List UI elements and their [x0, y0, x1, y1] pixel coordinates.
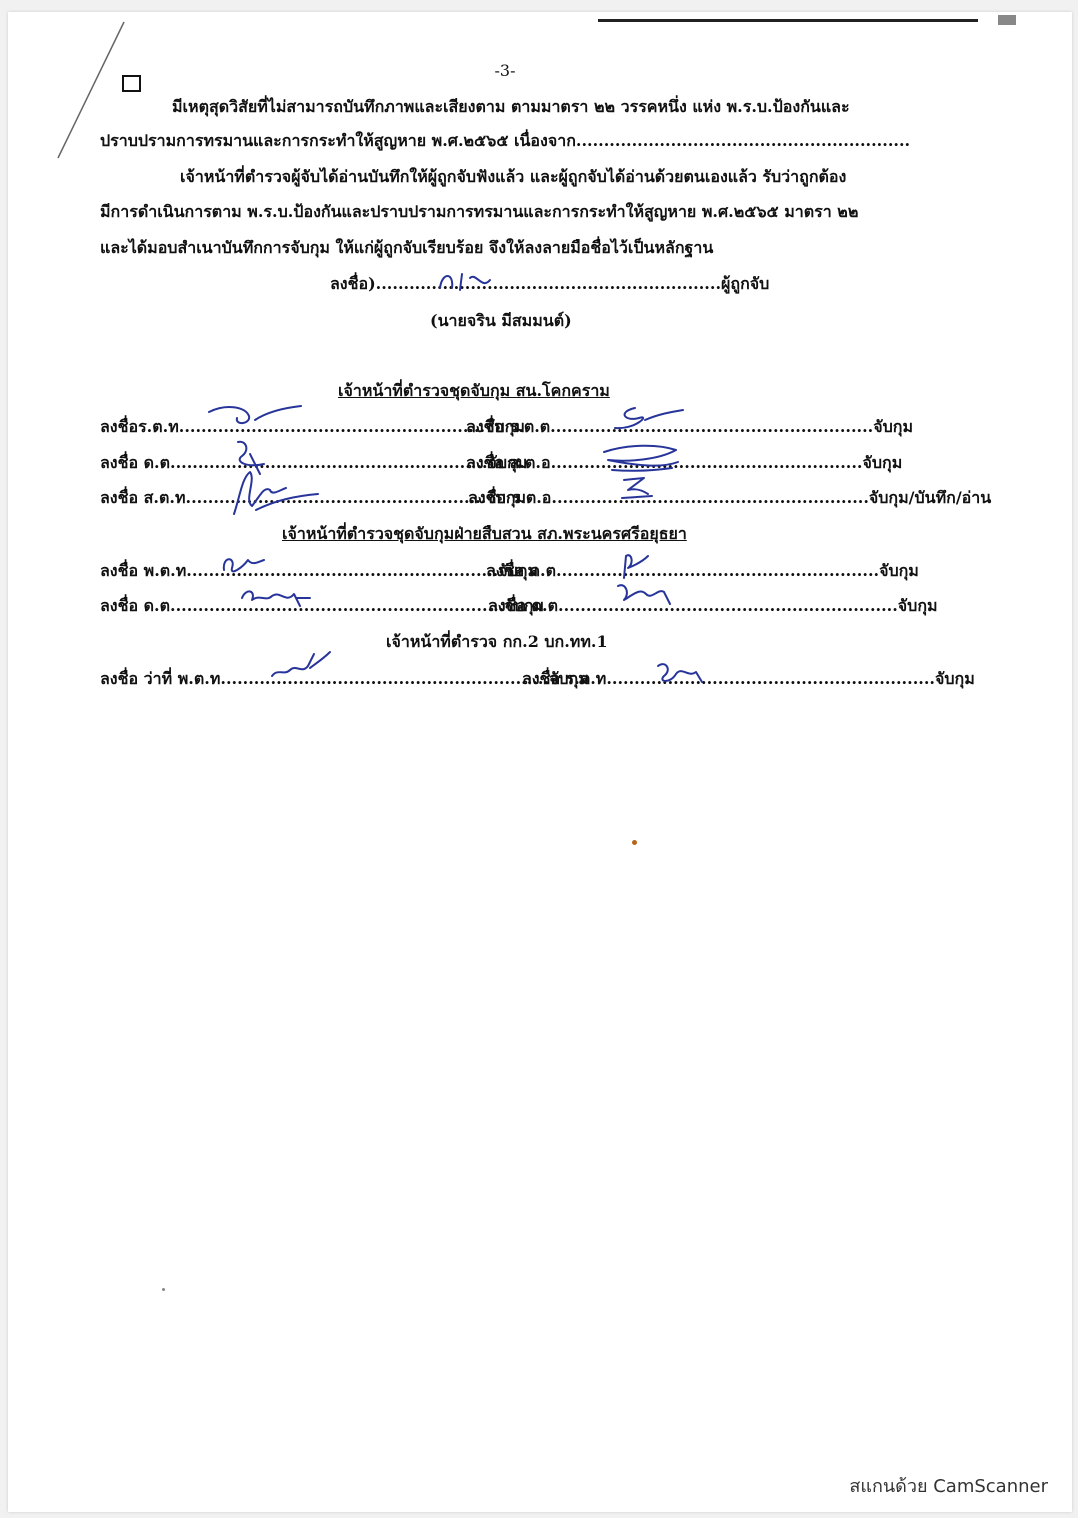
force-majeure-checkbox[interactable] [122, 75, 141, 92]
force-majeure-line-1: มีเหตุสุดวิสัยที่ไม่สามารถบันทึกภาพและเสียงตาม ตามมาตรา ๒๒ วรรคหนึ่ง แห่ง พ.ร.บ.ป้องกันและ [172, 97, 850, 116]
group3-row1-right: ลงชื่อ ร.ต.ท...........................................................จับกุม [522, 669, 975, 688]
paragraph-line-1: เจ้าหน้าที่ตำรวจผู้จับได้อ่านบันทึกให้ผู้ถูกจับฟังแล้ว และผู้ถูกจับได้อ่านด้วยตนเองแล้ว รับว่าถูกต้อง [180, 167, 847, 186]
force-majeure-line-2: ปราบปรามการทรมานและการกระทำให้สูญหาย พ.ศ.๒๕๖๕ เนื่องจาก............................................................ [100, 131, 911, 150]
top-edge-line [598, 19, 978, 22]
group3-row1-left: ลงชื่อ ว่าที่ พ.ต.ท...........................................................จับกุม [100, 669, 589, 688]
arrestee-signature [436, 268, 496, 296]
group2-row2-left: ลงชื่อ ด.ต............................................................จับกุม [100, 596, 544, 615]
group1-row3-left: ลงชื่อ ส.ต.ท......................................................จับกุม [100, 488, 527, 507]
group3-heading: เจ้าหน้าที่ตำรวจ กก.2 บก.ทท.1 [386, 632, 608, 651]
top-edge-mark [998, 15, 1016, 25]
signature-g2-r1-left [218, 550, 268, 580]
signature-g1-r1-right [605, 404, 685, 434]
group1-row3-right: ลงชื่อ ร.ต.อ.........................................................จับกุม/บันทึก/อ่าน [468, 488, 992, 507]
scan-speck [632, 840, 637, 845]
group1-heading: เจ้าหน้าที่ตำรวจชุดจับกุม สน.โคกคราม [338, 381, 610, 400]
camscanner-watermark: สแกนด้วย CamScanner [849, 1476, 1048, 1497]
signature-g1-r3-right [618, 474, 658, 502]
signature-g2-r2-right [612, 580, 676, 610]
group1-row1-right: ลงชื่อ ร.ต.ต..........................................................จับกุม [466, 417, 914, 436]
signature-g1-r3-left [226, 466, 326, 518]
page-number: -3- [494, 61, 516, 80]
signature-g1-r1-left [205, 402, 305, 432]
signature-g2-r2-left [236, 584, 316, 614]
group2-row2-right: ลงชื่อ ด.ต.............................................................จับกุม [488, 596, 938, 615]
arrestee-name: (นายจริน มีสมมนต์) [430, 311, 572, 330]
paragraph-line-2: มีการดำเนินการตาม พ.ร.บ.ป้องกันและปราบปรามการทรมานและการกระทำให้สูญหาย พ.ศ.๒๕๖๕ มาตรา ๒๒ [100, 202, 859, 221]
group1-row2-right: ลงชื่อ ส.ต.อ........................................................จับกุม [466, 453, 903, 472]
signature-g3-r1-left [266, 648, 336, 684]
group2-row1-left: ลงชื่อ พ.ต.ท........................................................จับกุม [100, 561, 538, 580]
scan-speck [162, 1288, 165, 1291]
group1-row2-left: ลงชื่อ ด.ต.........................................................จับกุม [100, 453, 528, 472]
paragraph-line-3: และได้มอบสำเนาบันทึกการจับกุม ให้แก่ผู้ถูกจับเรียบร้อย จึงให้ลงลายมือชื่อไว้เป็นหลักฐาน [100, 238, 714, 257]
signature-g3-r1-right [652, 658, 708, 688]
arrestee-signature-line: ลงชื่อ)..............................................................ผู้ถูกจับ [330, 274, 770, 293]
signature-g1-r2-right [598, 442, 688, 476]
group1-row1-left: ลงชื่อร.ต.ท.......................................................จับกุม [100, 417, 525, 436]
signature-g2-r1-right [618, 550, 658, 582]
group2-row1-right: ลงชื่อ ด.ต..........................................................จับกุม [486, 561, 919, 580]
group2-heading: เจ้าหน้าที่ตำรวจชุดจับกุมฝ่ายสืบสวน สภ.พระนครศรีอยุธยา [282, 524, 687, 543]
